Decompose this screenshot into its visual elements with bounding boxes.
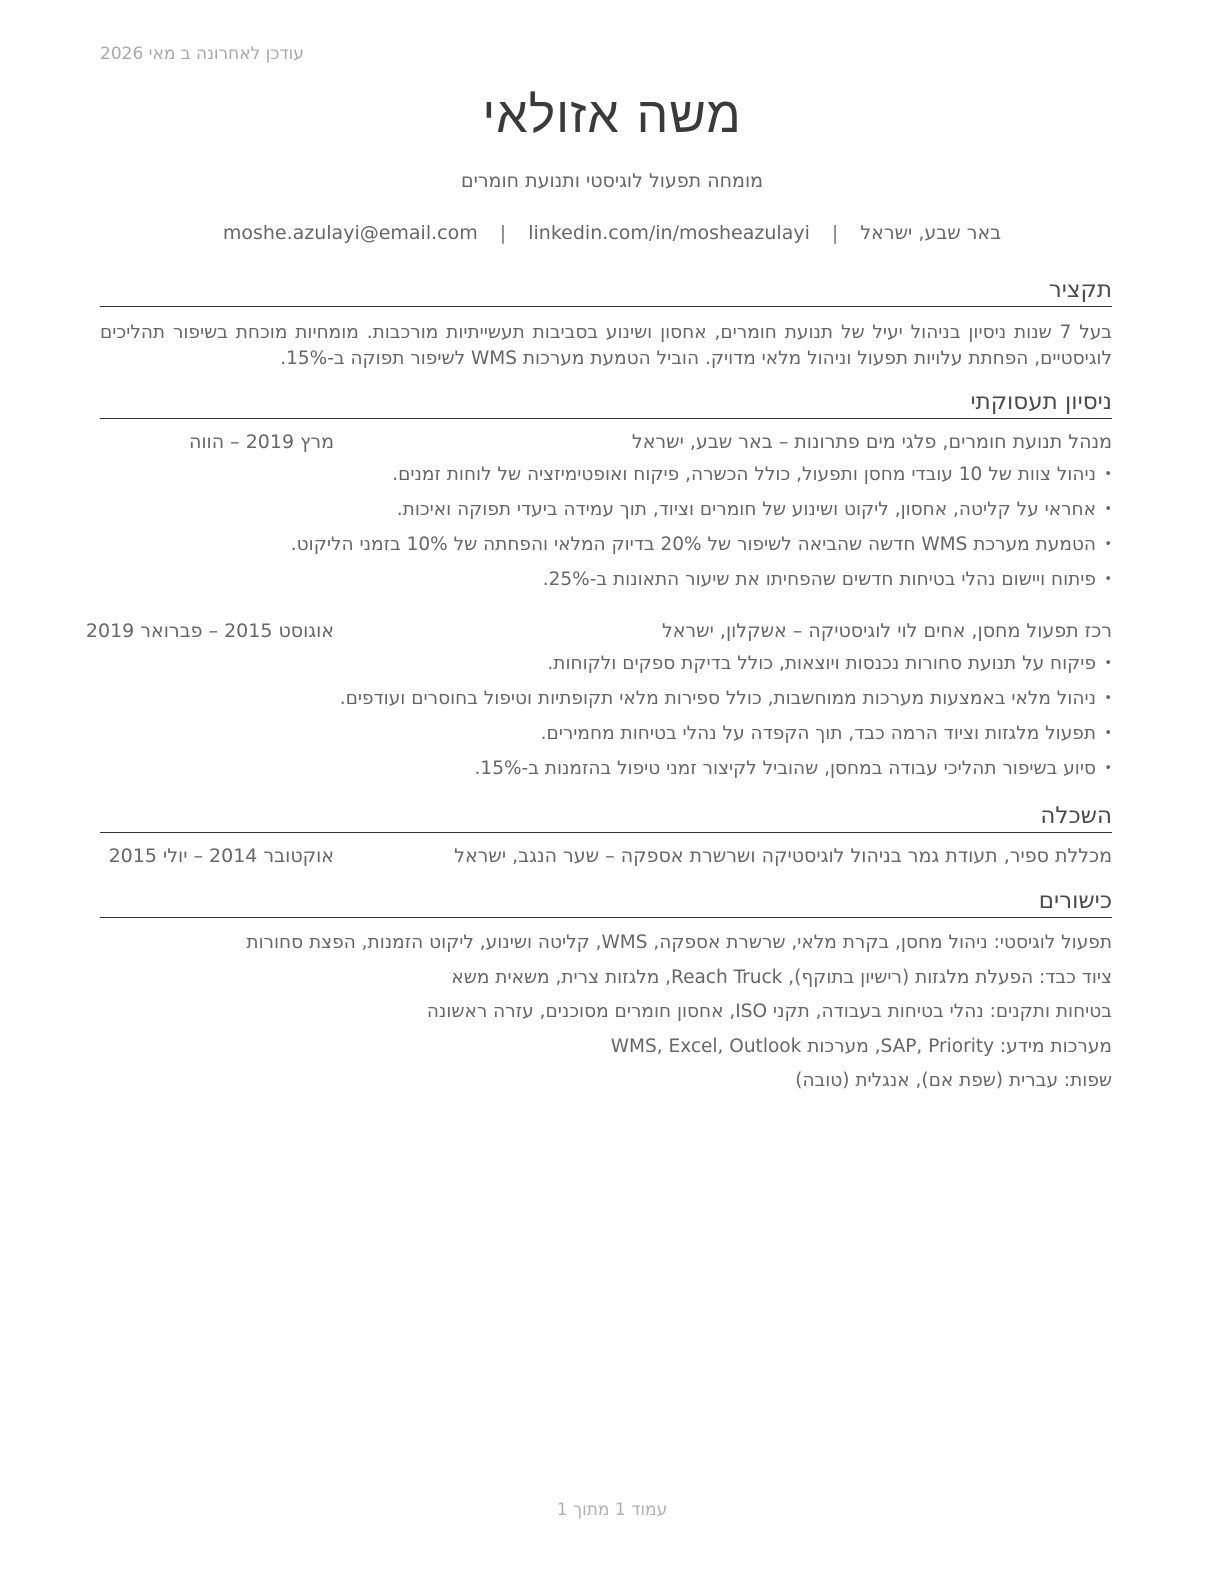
list-item: • הטמעת מערכת WMS חדשה שהביאה לשיפור של 20% בדיוק המלאי והפחתה של 10% בזמני הליקוט.	[100, 531, 1112, 566]
section-title-experience: ניסיון תעסוקתי	[100, 386, 1112, 419]
list-item: • ניהול מלאי באמצעות מערכות ממוחשבות, כולל ספירות מלאי תקופתיות וטיפול בחוסרים ועודפים.	[100, 685, 1112, 720]
professional-title: מומחה תפעול לוגיסטי ותנועת חומרים	[460, 170, 764, 192]
job-header	[100, 431, 1112, 457]
skill-line: ציוד כבד: הפעלת מלגזות (רישיון בתוקף), Reach Truck, מלגזות צרית, משאית משא	[451, 966, 1112, 988]
page-number: עמוד 1 מתוך 1	[556, 1500, 668, 1520]
contact-line	[0, 222, 1224, 244]
education-entry	[100, 845, 1112, 871]
education-dates: אוקטובר 2014 – יולי 2015	[108, 845, 334, 867]
candidate-name: משה אזולאי	[482, 86, 742, 144]
job-dates: מרץ 2019 – הווה	[188, 431, 334, 453]
last-updated-note: עודכן לאחרונה ב מאי 2026	[100, 44, 304, 64]
summary-text: בעל 7 שנות ניסיון בניהול יעיל של תנועת חומרים, אחסון ושינוע בסביבות תעשייתיות מורכבות. מומחיות מוכחת בשיפור תהליכים לוגיסטיים, הפחתת עלויות תפעול וניהול מלאי מדויק. הוביל הטמעת מערכות WMS לשיפור תפוקה ב-15%.	[100, 322, 1112, 369]
job-header	[85, 620, 1112, 646]
skill-line: תפעול לוגיסטי: ניהול מחסן, בקרת מלאי, שרשרת אספקה, WMS, קליטה ושינוע, ליקוט הזמנות, הפצת סחורות	[246, 932, 1112, 953]
contact-separator: |	[499, 222, 507, 244]
job-title: רכז תפעול מחסן, אחים לוי לוגיסטיקה – אשקלון, ישראל	[661, 620, 1112, 642]
job-dates: אוגוסט 2015 – פברואר 2019	[85, 620, 334, 642]
list-item: • אחראי על קליטה, אחסון, ליקוט ושינוע של חומרים וציוד, תוך עמידה ביעדי תפוקה ואיכות.	[100, 496, 1112, 531]
list-item: • תפעול מלגזות וציוד הרמה כבד, תוך הקפדה על נהלי בטיחות מחמירים.	[100, 720, 1112, 755]
section-title-education: השכלה	[100, 800, 1112, 833]
section-title-summary: תקציר	[100, 274, 1112, 307]
education-institution: מכללת ספיר, תעודת גמר בניהול לוגיסטיקה ושרשרת אספקה – שער הנגב, ישראל	[454, 845, 1112, 867]
contact-linkedin[interactable]: linkedin.com/in/mosheazulayi	[528, 222, 810, 244]
job-bullets	[100, 650, 1112, 790]
contact-location: באר שבע, ישראל	[860, 222, 1002, 244]
contact-separator: |	[831, 222, 839, 244]
list-item: • פיתוח ויישום נהלי בטיחות חדשים שהפחיתו את שיעור התאונות ב-25%.	[100, 566, 1112, 601]
skill-line: בטיחות ותקנים: נהלי בטיחות בעבודה, תקני ISO, אחסון חומרים מסוכנים, עזרה ראשונה	[426, 1001, 1112, 1022]
list-item: • פיקוח על תנועת סחורות נכנסות ויוצאות, כולל בדיקת ספקים ולקוחות.	[100, 650, 1112, 685]
section-title-skills: כישורים	[100, 885, 1112, 918]
list-item: • ניהול צוות של 10 עובדי מחסן ותפעול, כולל הכשרה, פיקוח ואופטימיזציה של לוחות זמנים.	[100, 461, 1112, 496]
skill-line: מערכות מידע: SAP, Priority, מערכות WMS, Excel, Outlook	[610, 1035, 1112, 1057]
skill-line: שפות: עברית (שפת אם), אנגלית (טובה)	[795, 1070, 1112, 1091]
job-title: מנהל תנועת חומרים, פלגי מים פתרונות – באר שבע, ישראל	[631, 431, 1112, 453]
list-item: • סיוע בשיפור תהליכי עבודה במחסן, שהוביל לקיצור זמני טיפול בהזמנות ב-15%.	[100, 755, 1112, 790]
job-bullets	[100, 461, 1112, 601]
contact-email[interactable]: moshe.azulayi@email.com	[222, 222, 478, 244]
skills-list	[100, 929, 1112, 1102]
